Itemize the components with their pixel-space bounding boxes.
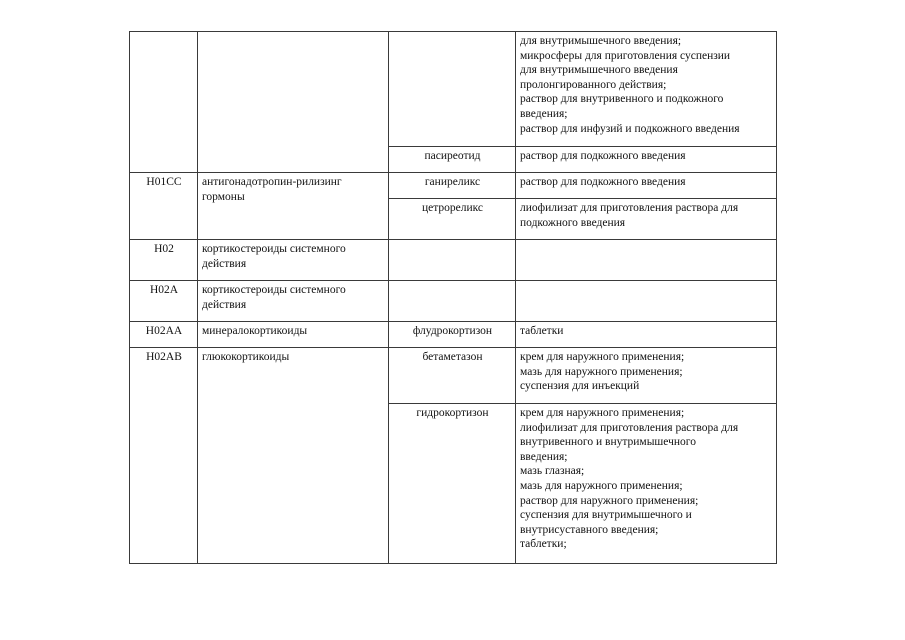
dosage-form-line: таблетки — [520, 325, 564, 337]
dosage-form-line: раствор для подкожного введения — [520, 150, 686, 162]
group-name-line: действия — [202, 298, 247, 311]
dosage-form-line: крем для наружного применения; — [520, 351, 685, 363]
table-row — [130, 173, 777, 199]
dosage-forms-cell — [516, 147, 777, 173]
dosage-form-line: суспензия для внутримышечного и — [520, 509, 692, 522]
dosage-form-line: для внутримышечного введения — [520, 64, 678, 77]
group-name-line: минералокортикоиды — [202, 325, 308, 337]
atc-code: H02 — [154, 243, 174, 255]
inn-cell — [389, 173, 516, 199]
dosage-forms-cell — [516, 199, 777, 240]
inn-name: бетаметазон — [422, 351, 483, 363]
dosage-form-line: суспензия для инъекций — [520, 380, 640, 393]
dosage-form-line: введения; — [520, 450, 568, 463]
dosage-form-line: для внутримышечного введения; — [520, 35, 682, 47]
dosage-form-line: микросферы для приготовления суспензии — [520, 49, 731, 62]
group-cell — [198, 240, 389, 281]
atc-code-cell — [130, 322, 198, 348]
inn-cell — [389, 199, 516, 240]
atc-code-cell — [130, 240, 198, 281]
inn-cell — [389, 281, 516, 322]
inn-name: цетрореликс — [421, 202, 484, 214]
table-row — [130, 322, 777, 348]
inn-cell — [389, 404, 516, 564]
group-cell — [198, 281, 389, 322]
dosage-form-line: раствор для подкожного введения — [520, 176, 686, 188]
inn-name: флудрокортизон — [412, 325, 493, 337]
atc-code: H02A — [149, 284, 179, 296]
dosage-form-line: мазь для наружного применения; — [520, 479, 683, 492]
dosage-forms-cell — [516, 404, 777, 564]
dosage-forms-cell — [516, 240, 777, 281]
group-name-line: действия — [202, 257, 247, 270]
table-row — [130, 32, 777, 147]
inn-cell — [389, 32, 516, 147]
dosage-form-line: внутривенного и внутримышечного — [520, 436, 696, 449]
group-name-line: антигонадотропин-рилизинг — [202, 176, 342, 188]
group-name-line: кортикостероиды системного — [202, 284, 346, 296]
group-cell — [198, 322, 389, 348]
dosage-form-line: внутрисуставного введения; — [520, 523, 659, 536]
dosage-form-line: мазь глазная; — [520, 465, 585, 478]
dosage-form-line: пролонгированного действия; — [520, 78, 667, 91]
dosage-form-line: подкожного введения — [520, 216, 626, 229]
inn-cell — [389, 322, 516, 348]
atc-code: H02AA — [145, 325, 183, 337]
dosage-form-line: мазь для наружного применения; — [520, 365, 683, 378]
atc-code: H02AB — [146, 351, 182, 363]
inn-cell — [389, 147, 516, 173]
table-row — [130, 348, 777, 404]
table-row — [130, 281, 777, 322]
atc-code-cell — [130, 173, 198, 240]
group-name-line: глюкокортикоиды — [202, 351, 290, 363]
atc-code-cell — [130, 32, 198, 173]
atc-code-cell — [130, 281, 198, 322]
group-name-line: кортикостероиды системного — [202, 243, 346, 255]
dosage-form-line: таблетки; — [520, 538, 567, 551]
atc-code: H01CC — [146, 176, 182, 188]
medication-table — [129, 31, 777, 564]
inn-cell — [389, 240, 516, 281]
inn-cell — [389, 348, 516, 404]
inn-name: гидрокортизон — [416, 407, 489, 419]
dosage-forms-cell — [516, 322, 777, 348]
group-cell — [198, 32, 389, 173]
group-cell — [198, 348, 389, 564]
atc-code-cell — [130, 348, 198, 564]
dosage-form-line: раствор для внутривенного и подкожного — [520, 93, 724, 106]
dosage-forms-cell — [516, 173, 777, 199]
dosage-form-line: раствор для наружного применения; — [520, 494, 699, 507]
dosage-form-line: введения; — [520, 107, 568, 120]
dosage-forms-cell — [516, 281, 777, 322]
dosage-forms-cell — [516, 348, 777, 404]
dosage-form-line: раствор для инфузий и подкожного введения — [520, 122, 740, 135]
group-name-line: гормоны — [202, 190, 245, 203]
dosage-forms-cell — [516, 32, 777, 147]
dosage-form-line: лиофилизат для приготовления раствора для — [520, 421, 739, 434]
dosage-form-line: лиофилизат для приготовления раствора для — [520, 202, 739, 214]
inn-name: пасиреотид — [424, 150, 481, 162]
group-cell — [198, 173, 389, 240]
dosage-form-line: крем для наружного применения; — [520, 407, 685, 419]
inn-name: ганиреликс — [424, 176, 481, 188]
table-row — [130, 240, 777, 281]
